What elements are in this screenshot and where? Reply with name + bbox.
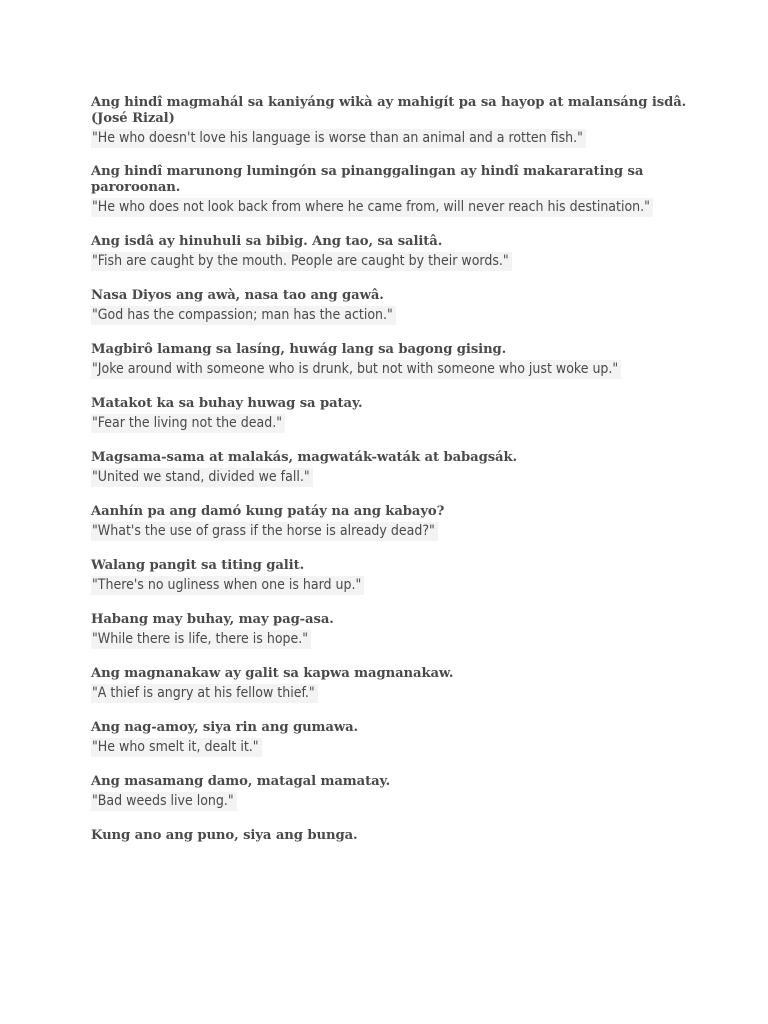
english-translation: "While there is life, there is hope." <box>91 630 311 649</box>
english-translation: "Bad weeds live long." <box>91 792 237 811</box>
proverb-item <box>91 95 691 148</box>
english-translation: "There's no ugliness when one is hard up." <box>91 576 364 595</box>
proverb-item <box>91 666 691 703</box>
tagalog-proverb: Ang masamang damo, matagal mamatay. <box>91 774 391 789</box>
english-translation: "Joke around with someone who is drunk, but not with someone who just woke up." <box>91 360 621 379</box>
proverb-item <box>91 450 691 487</box>
english-translation: "Fear the living not the dead." <box>91 414 285 433</box>
english-translation: "He who does not look back from where he came from, will never reach his destination." <box>91 198 653 217</box>
english-translation: "God has the compassion; man has the action." <box>91 306 396 325</box>
tagalog-proverb: Walang pangit sa titing galit. <box>91 558 305 573</box>
tagalog-proverb: Magbirô lamang sa lasíng, huwág lang sa bagong gising. <box>91 342 507 357</box>
proverb-item <box>91 720 691 757</box>
proverb-item <box>91 774 691 811</box>
proverb-item <box>91 396 691 433</box>
tagalog-proverb: Ang isdâ ay hinuhuli sa bibig. Ang tao, sa salitâ. <box>91 234 443 249</box>
tagalog-proverb: Ang nag-amoy, siya rin ang gumawa. <box>91 720 359 735</box>
proverb-item <box>91 558 691 595</box>
proverb-item <box>91 342 691 379</box>
proverb-item <box>91 612 691 649</box>
tagalog-proverb: Kung ano ang puno, siya ang bunga. <box>91 828 358 843</box>
english-translation: "A thief is angry at his fellow thief." <box>91 684 318 703</box>
tagalog-proverb: Habang may buhay, may pag-asa. <box>91 612 334 627</box>
english-translation: "He who smelt it, dealt it." <box>91 738 262 757</box>
english-translation: "Fish are caught by the mouth. People are caught by their words." <box>91 252 512 271</box>
proverb-item <box>91 504 691 541</box>
tagalog-proverb: Ang magnanakaw ay galit sa kapwa magnanakaw. <box>91 666 454 681</box>
english-translation: "What's the use of grass if the horse is already dead?" <box>91 522 438 541</box>
tagalog-proverb: Aanhín pa ang damó kung patáy na ang kabayo? <box>91 504 445 519</box>
proverb-item <box>91 234 691 271</box>
document-page <box>91 95 691 844</box>
tagalog-proverb: Magsama-sama at malakás, magwaták-waták at babagsák. <box>91 450 518 465</box>
tagalog-proverb: Ang hindî marunong lumingón sa pinanggalingan ay hindî makararating sa paroroonan. <box>91 164 644 195</box>
proverb-item <box>91 288 691 325</box>
english-translation: "United we stand, divided we fall." <box>91 468 313 487</box>
tagalog-proverb: Nasa Diyos ang awà, nasa tao ang gawâ. <box>91 288 384 303</box>
tagalog-proverb: Matakot ka sa buhay huwag sa patay. <box>91 396 363 411</box>
english-translation: "He who doesn't love his language is worse than an animal and a rotten fish." <box>91 129 586 148</box>
proverb-item <box>91 828 691 844</box>
proverb-item <box>91 164 691 217</box>
tagalog-proverb: Ang hindî magmahál sa kaniyáng wikà ay mahigít pa sa hayop at malansáng isdâ. (José Rizal) <box>91 95 687 126</box>
